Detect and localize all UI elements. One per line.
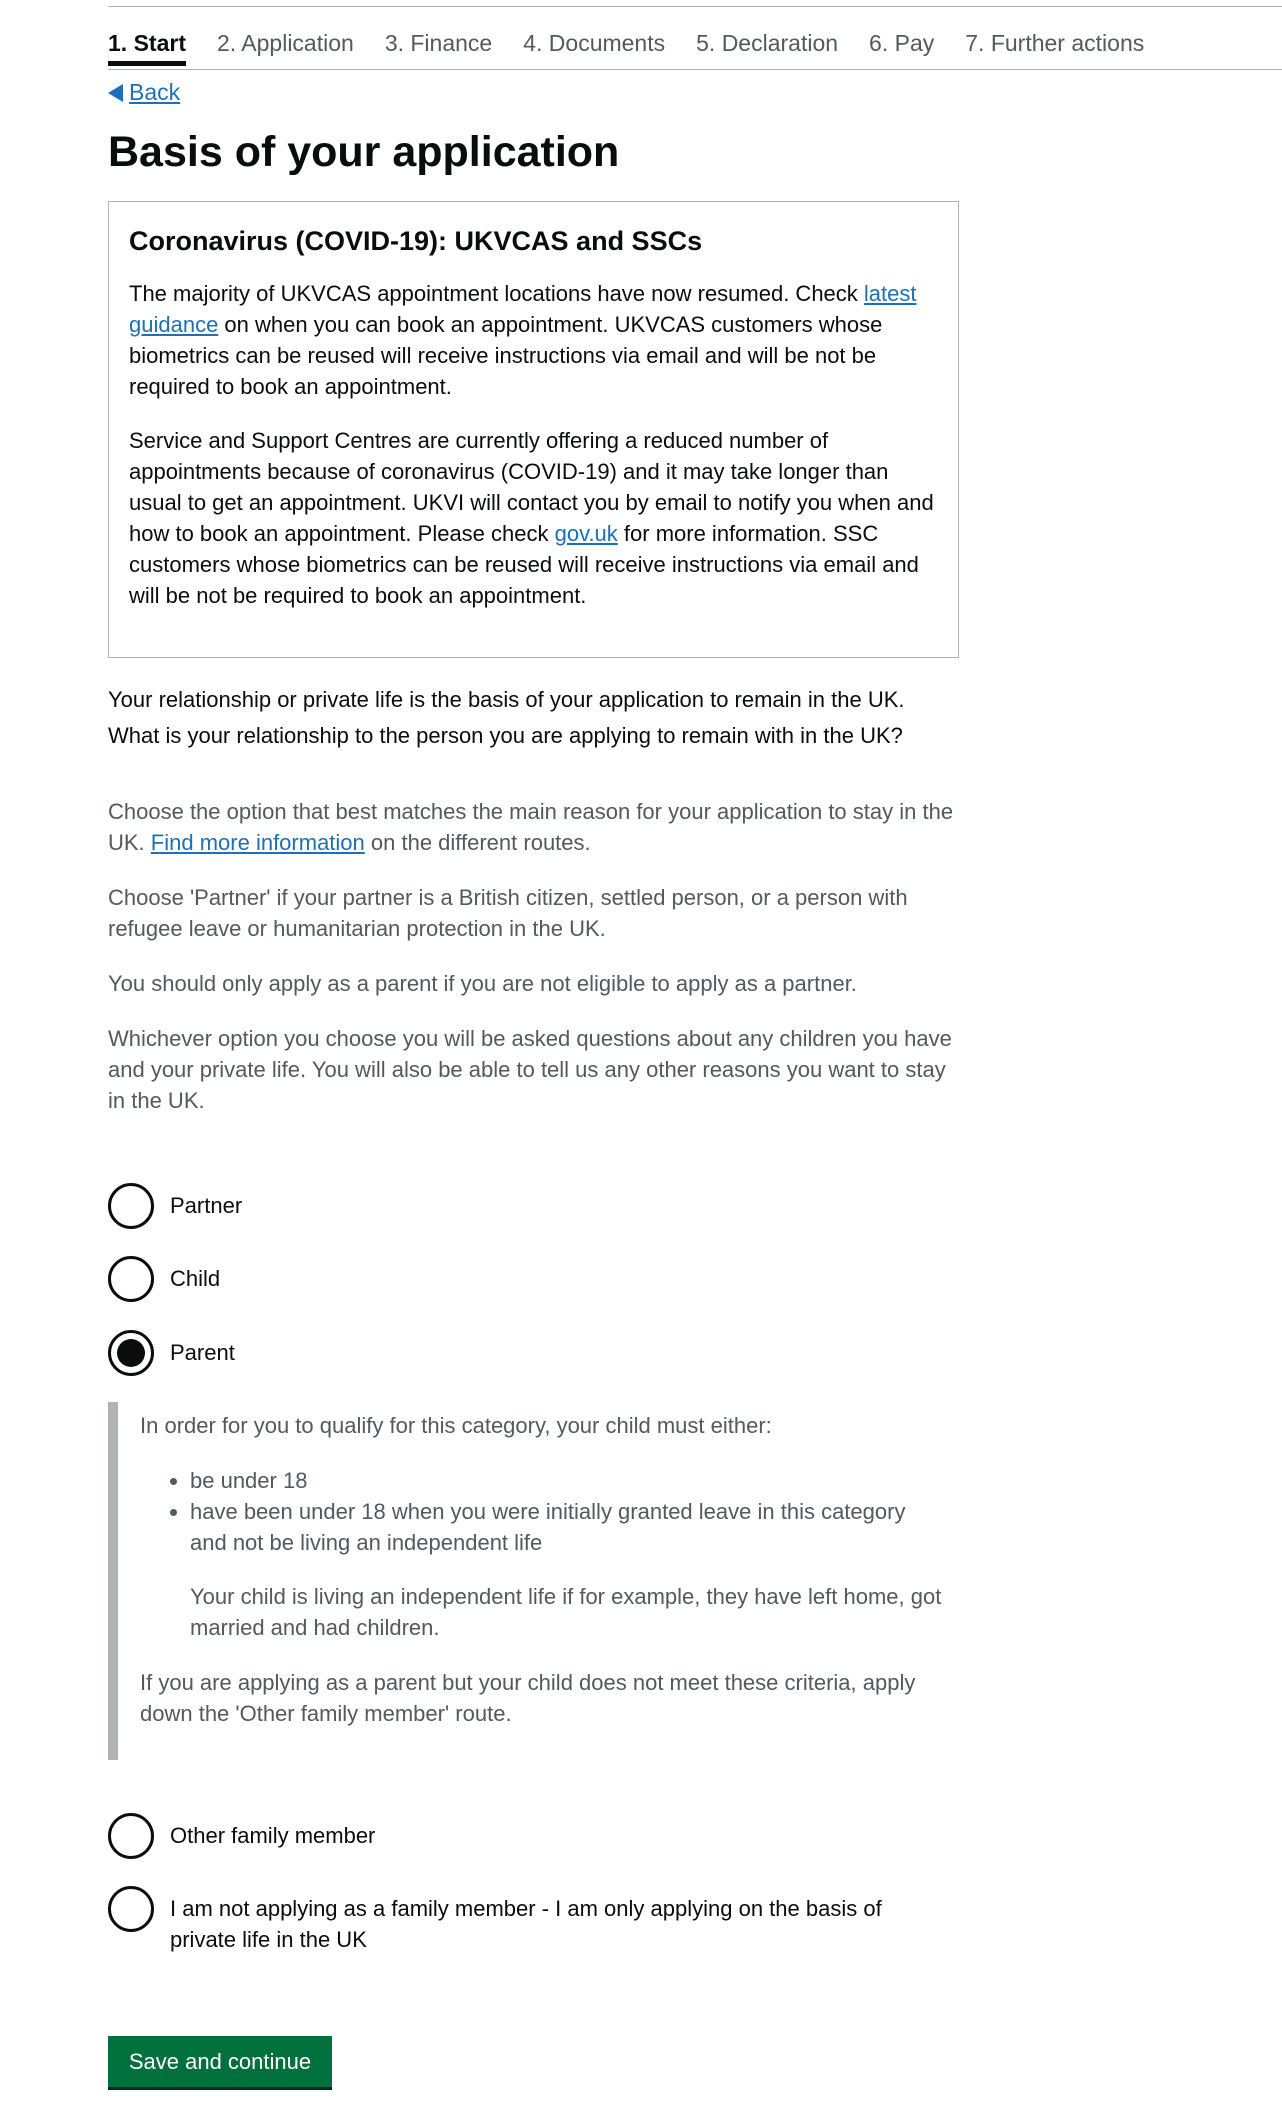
notice-text: on when you can book an appointment. UKVCAS customers whose biometrics can be reused will receive instructions via email and will be not be required to book an appointment. (129, 312, 883, 399)
notice-paragraph-ssc (129, 425, 938, 611)
step-finance[interactable]: 3. Finance (384, 30, 493, 56)
parent-conditional-details (108, 1402, 948, 1760)
radio-private-life[interactable] (108, 1886, 154, 1932)
notice-text: Service and Support Centres are currently offering a reduced number of appointments because of coronavirus (COVID-19) and it may take longer than usual to get an appointment. UKVI will contact you by email to notify you when and how to book an appointment. Please check (129, 428, 934, 546)
list-item: • have been under 18 when you were initially granted leave in this category and not be living an independent life (190, 1496, 948, 1558)
radio-option-parent[interactable] (108, 1330, 930, 1376)
top-divider (108, 6, 1282, 7)
back-link-label[interactable]: Back (129, 79, 181, 105)
radio-option-partner[interactable] (108, 1183, 930, 1229)
radio-label-private-life[interactable]: I am not applying as a family member - I am only applying on the basis of private life in the UK (170, 1896, 882, 1952)
parent-details-intro: In order for you to qualify for this category, your child must either: (140, 1413, 772, 1438)
page-title: Basis of your application (108, 128, 620, 176)
radio-parent[interactable] (108, 1330, 154, 1376)
save-and-continue-button[interactable]: Save and continue (108, 2036, 332, 2087)
parent-criteria-list (140, 1465, 948, 1558)
radio-child[interactable] (108, 1256, 154, 1302)
hint-parent: You should only apply as a parent if you are not eligible to apply as a partner. (108, 971, 857, 996)
notice-title: Coronavirus (COVID-19): UKVCAS and SSCs (129, 226, 703, 256)
hint-routes (108, 796, 968, 858)
radio-label-parent[interactable]: Parent (170, 1340, 235, 1365)
independent-life-note: Your child is living an independent life if for example, they have left home, got married and had children. (190, 1584, 942, 1640)
step-start[interactable]: 1. Start (108, 30, 186, 66)
steps-divider (108, 69, 1282, 70)
latest-guidance-link[interactable]: latest guidance (129, 281, 917, 337)
find-more-information-link[interactable]: Find more information (150, 830, 365, 855)
radio-label-partner[interactable]: Partner (170, 1193, 243, 1218)
back-link[interactable] (108, 79, 180, 106)
triangle-left-icon (108, 84, 123, 102)
radio-label-other-family[interactable]: Other family member (170, 1823, 376, 1848)
radio-option-private-life[interactable] (108, 1886, 930, 1955)
radio-other-family[interactable] (108, 1813, 154, 1859)
covid-notice (108, 201, 959, 658)
step-application[interactable]: 2. Application (216, 30, 354, 56)
step-documents[interactable]: 4. Documents (523, 30, 666, 56)
notice-paragraph-ukvcas (129, 278, 938, 402)
hint-text: on the different routes. (364, 830, 591, 855)
step-declaration[interactable]: 5. Declaration (696, 30, 839, 56)
notice-text: The majority of UKVCAS appointment locations have now resumed. Check (129, 281, 864, 306)
parent-details-outro: If you are applying as a parent but your child does not meet these criteria, apply down the 'Other family member' route. (140, 1670, 916, 1726)
hint-partner: Choose 'Partner' if your partner is a British citizen, settled person, or a person with refugee leave or humanitarian protection in the UK. (108, 885, 908, 941)
hint-other-questions: Whichever option you choose you will be asked questions about any children you have and your private life. You will also be able to tell us any other reasons you want to stay in the UK. (108, 1026, 952, 1113)
radio-label-child[interactable]: Child (170, 1266, 221, 1291)
radio-option-other-family[interactable] (108, 1813, 930, 1859)
gov-uk-link[interactable]: gov.uk (554, 521, 618, 546)
radio-partner[interactable] (108, 1183, 154, 1229)
question-line-relationship: What is your relationship to the person you are applying to remain with in the UK? (108, 723, 903, 748)
radio-option-child[interactable] (108, 1256, 930, 1302)
list-item: • be under 18 (190, 1465, 948, 1496)
progress-steps (108, 30, 1175, 70)
notice-text: for more information. SSC customers whose biometrics can be reused will receive instructions via email and will be not be required to book an appointment. (129, 521, 919, 608)
question-line-basis: Your relationship or private life is the basis of your application to remain in the UK. (108, 687, 905, 712)
hint-text: Choose the option that best matches the main reason for your application to stay in the UK. (108, 799, 954, 855)
question-text (108, 682, 1008, 754)
step-further-actions[interactable]: 7. Further actions (965, 30, 1145, 56)
question-hints (108, 796, 968, 1140)
step-pay[interactable]: 6. Pay (869, 30, 935, 56)
